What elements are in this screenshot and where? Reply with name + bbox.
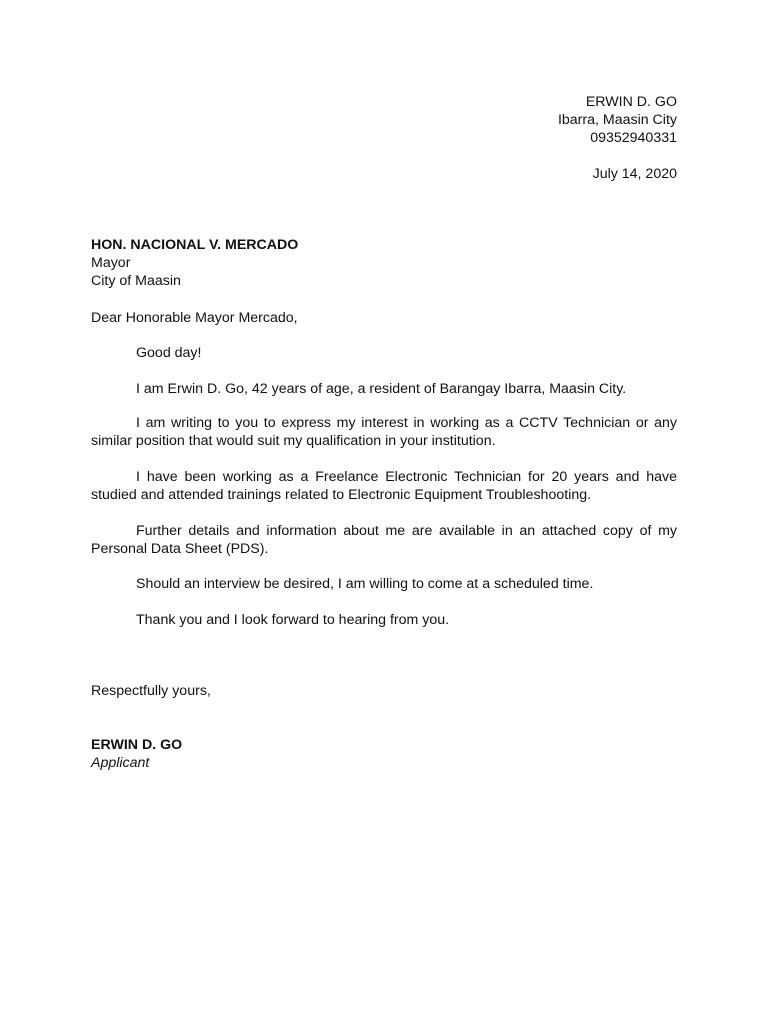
body-paragraph-attachment: Further details and information about me are available in an attached copy of my Personal Data Sheet (PDS). bbox=[91, 523, 677, 557]
body-paragraph-introduction: I am Erwin D. Go, 42 years of age, a resident of Barangay Ibarra, Maasin City. bbox=[136, 381, 627, 397]
sender-block bbox=[558, 93, 677, 147]
recipient-office: City of Maasin bbox=[91, 273, 181, 289]
sender-address: Ibarra, Maasin City bbox=[557, 112, 677, 128]
body-paragraph-experience: I have been working as a Freelance Electronic Technician for 20 years and have studied and attended trainings related to Electronic Equipment Troubleshooting. bbox=[91, 469, 677, 503]
closing: Respectfully yours, bbox=[91, 683, 211, 699]
body-paragraph-thanks: Thank you and I look forward to hearing from you. bbox=[136, 612, 450, 628]
sender-name: ERWIN D. GO bbox=[585, 94, 677, 110]
recipient-title: Mayor bbox=[91, 255, 131, 271]
signature-block bbox=[91, 736, 182, 772]
date-text: July 14, 2020 bbox=[592, 166, 677, 182]
body-paragraph-interest: I am writing to you to express my interest in working as a CCTV Technician or any similar position that would suit my qualification in your institution. bbox=[91, 415, 677, 449]
sender-phone: 09352940331 bbox=[590, 130, 677, 146]
letter-date bbox=[593, 165, 677, 183]
signature-name: ERWIN D. GO bbox=[91, 737, 183, 753]
salutation: Dear Honorable Mayor Mercado, bbox=[91, 310, 298, 326]
signature-role: Applicant bbox=[91, 755, 150, 771]
recipient-block bbox=[91, 236, 298, 290]
recipient-name: HON. NACIONAL V. MERCADO bbox=[91, 237, 299, 253]
body-paragraph-interview: Should an interview be desired, I am willing to come at a scheduled time. bbox=[136, 576, 594, 592]
body-paragraph-greeting: Good day! bbox=[136, 345, 202, 361]
